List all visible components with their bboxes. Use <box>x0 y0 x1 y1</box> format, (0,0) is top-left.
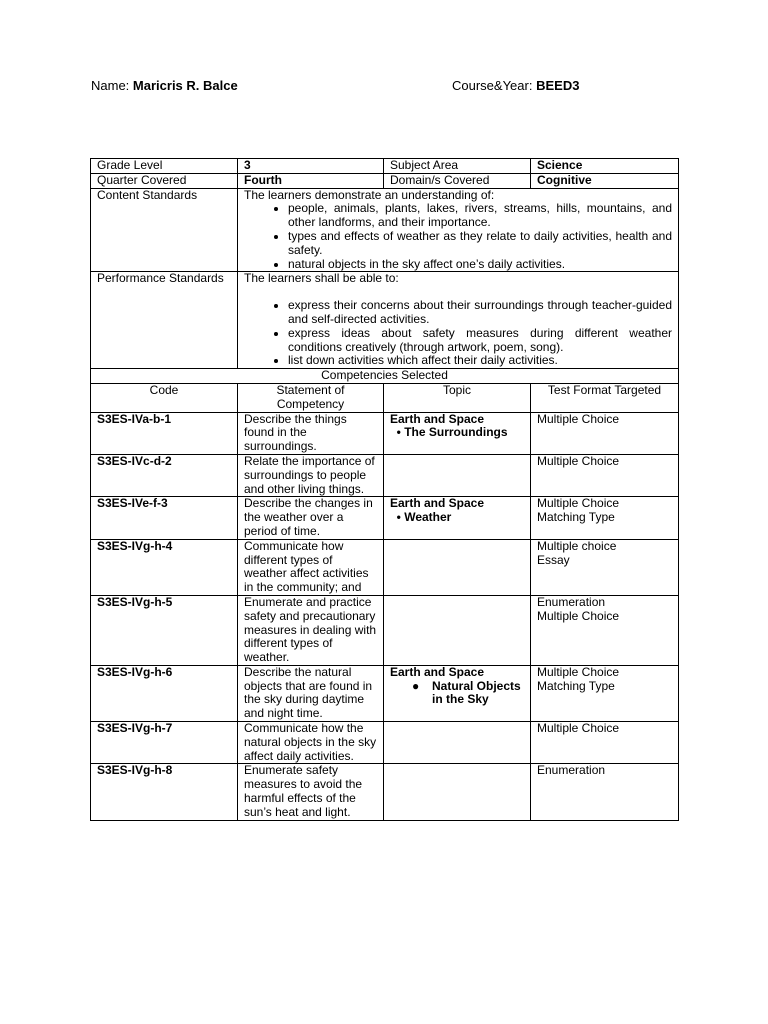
competency-code: S3ES-IVa-b-1 <box>91 412 238 454</box>
quarter-domain-row <box>91 173 679 188</box>
competency-code: S3ES-IVg-h-4 <box>91 539 238 595</box>
performance-standards-row <box>91 272 679 369</box>
content-standards-row <box>91 188 679 272</box>
list-item: • list down activities which affect their daily activities. <box>288 354 672 368</box>
grade-subject-row <box>91 159 679 174</box>
competency-statement: Describe the things found in the surroundings. <box>238 412 384 454</box>
topic-sub: • Weather <box>390 510 452 525</box>
test-format: Multiple choice Essay <box>531 539 679 595</box>
table-row <box>91 665 679 721</box>
competency-code: S3ES-IVg-h-6 <box>91 665 238 721</box>
competency-statement: Communicate how the natural objects in the sky affect daily activities. <box>238 722 384 764</box>
domain-value: Cognitive <box>531 173 679 188</box>
topic-sub: • The Surroundings <box>390 425 508 440</box>
competency-code: S3ES-IVe-f-3 <box>91 497 238 539</box>
competency-statement: Enumerate safety measures to avoid the harmful effects of the sun’s heat and light. <box>238 764 384 820</box>
list-item: • types and effects of weather as they relate to daily activities, health and safety. <box>288 230 672 258</box>
competency-code: S3ES-IVg-h-8 <box>91 764 238 820</box>
test-format: Multiple Choice <box>531 412 679 454</box>
topic-main: Earth and Space <box>390 664 485 679</box>
list-item: • express their concerns about their surroundings through teacher-guided and self-directed activities. <box>288 299 672 327</box>
quarter-value: Fourth <box>238 173 384 188</box>
topic-main: Earth and Space <box>390 496 485 511</box>
content-standards-label: Content Standards <box>91 188 238 272</box>
domain-label: Domain/s Covered <box>384 173 531 188</box>
grade-label: Grade Level <box>91 159 238 174</box>
table-of-specifications <box>90 158 679 821</box>
competency-topic <box>384 539 531 595</box>
competencies-title-row <box>91 369 679 384</box>
table-row <box>91 412 679 454</box>
performance-standards-list <box>244 299 672 368</box>
quarter-label: Quarter Covered <box>91 173 238 188</box>
test-format: Multiple Choice Matching Type <box>531 665 679 721</box>
table-row <box>91 722 679 764</box>
competency-statement: Communicate how different types of weather affect activities in the community; and <box>238 539 384 595</box>
column-header-topic: Topic <box>384 383 531 412</box>
table-row <box>91 497 679 539</box>
column-header-statement: Statement of Competency <box>238 383 384 412</box>
test-format: Multiple Choice <box>531 454 679 496</box>
test-format: Multiple Choice <box>531 722 679 764</box>
test-format: Enumeration <box>531 764 679 820</box>
table-row <box>91 454 679 496</box>
performance-standards-intro: The learners shall be able to: <box>244 271 399 286</box>
list-item: • express ideas about safety measures during different weather conditions creatively (through artwork, poem, song). <box>288 327 672 355</box>
competency-statement: Describe the changes in the weather over a period of time. <box>238 497 384 539</box>
grade-value: 3 <box>238 159 384 174</box>
student-name-line <box>91 78 238 93</box>
course-label: Course&Year: <box>452 78 533 93</box>
topic-sub: ● Natural Objects in the Sky <box>412 678 521 707</box>
performance-standards-cell <box>238 272 679 369</box>
competency-topic <box>384 454 531 496</box>
performance-standards-label: Performance Standards <box>91 272 238 369</box>
course-value: BEED3 <box>536 78 580 93</box>
table-row <box>91 539 679 595</box>
topic-main: Earth and Space <box>390 411 485 426</box>
name-label: Name: <box>91 78 130 93</box>
competency-statement: Enumerate and practice safety and precautionary measures in dealing with different types of weather. <box>238 595 384 665</box>
table-row <box>91 595 679 665</box>
competency-statement: Relate the importance of surroundings to people and other living things. <box>238 454 384 496</box>
competency-topic <box>384 722 531 764</box>
test-format: Enumeration Multiple Choice <box>531 595 679 665</box>
competency-topic <box>384 497 531 539</box>
competencies-title: Competencies Selected <box>91 369 679 384</box>
column-header-row <box>91 383 679 412</box>
course-year-line <box>452 78 579 93</box>
content-standards-cell <box>238 188 679 272</box>
table-row <box>91 764 679 820</box>
name-value: Maricris R. Balce <box>132 78 238 93</box>
competency-topic <box>384 764 531 820</box>
column-header-format: Test Format Targeted <box>531 383 679 412</box>
competency-topic <box>384 665 531 721</box>
content-standards-intro: The learners demonstrate an understanding of: <box>244 187 495 202</box>
competency-code: S3ES-IVc-d-2 <box>91 454 238 496</box>
bullet-icon: ● <box>412 678 420 693</box>
competency-code: S3ES-IVg-h-7 <box>91 722 238 764</box>
competency-topic <box>384 595 531 665</box>
subject-label: Subject Area <box>384 159 531 174</box>
list-item: • natural objects in the sky affect one’s daily activities. <box>288 258 672 272</box>
test-format: Multiple Choice Matching Type <box>531 497 679 539</box>
subject-value: Science <box>531 159 679 174</box>
competency-code: S3ES-IVg-h-5 <box>91 595 238 665</box>
content-standards-list <box>244 202 672 271</box>
competency-statement: Describe the natural objects that are found in the sky during daytime and night time. <box>238 665 384 721</box>
competency-topic <box>384 412 531 454</box>
list-item: • people, animals, plants, lakes, rivers, streams, hills, mountains, and other landforms, and their importance. <box>288 202 672 230</box>
column-header-code: Code <box>91 383 238 412</box>
